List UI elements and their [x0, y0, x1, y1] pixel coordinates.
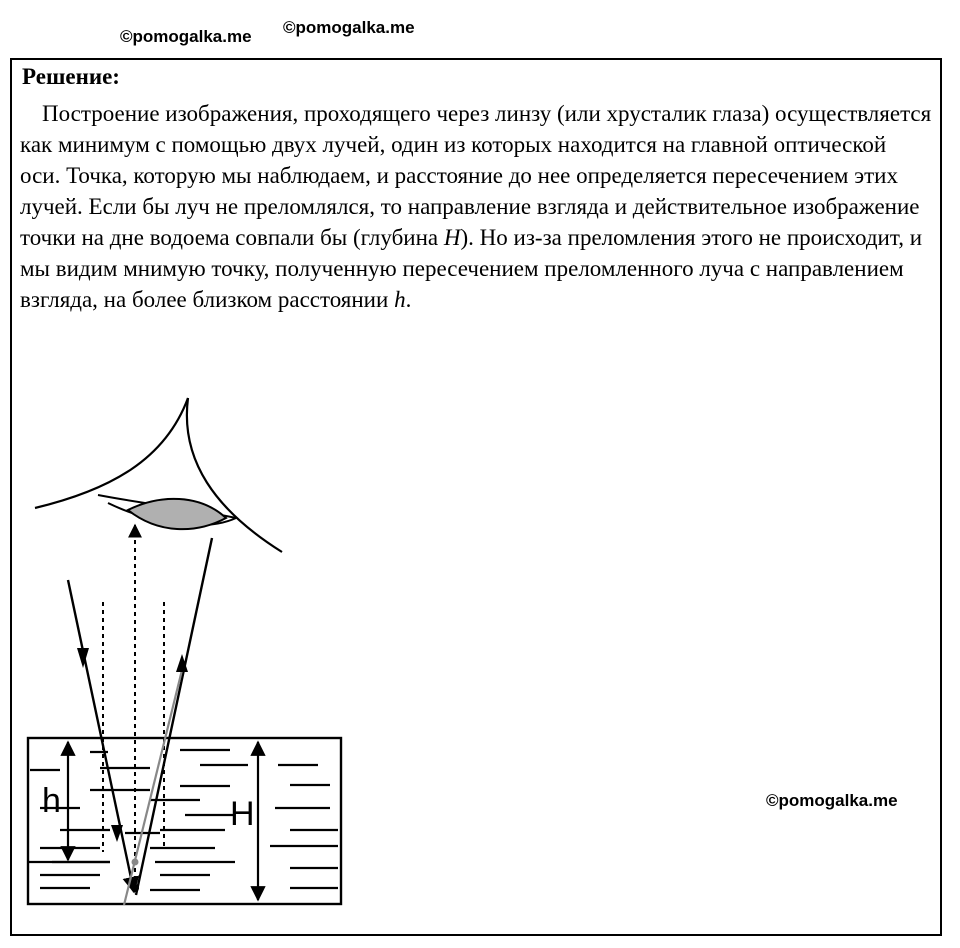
- watermark: ©pomogalka.me: [283, 18, 415, 37]
- solution-heading: Решение:: [22, 64, 120, 89]
- eye-drawing: [35, 398, 282, 552]
- lower-eyelid: [187, 398, 282, 552]
- water-dashes: [28, 750, 338, 890]
- watermark: ©pomogalka.me: [766, 791, 898, 810]
- watermark: ©pomogalka.me: [120, 27, 252, 46]
- text-part-1: Построение изображения, проходящего через линзу (или хрусталик глаза) осуществляется как минимум с помощью двух лучей, один из которых находится на главной оптической оси. Точка, которую мы наблюдаем, и расстояние до нее определяется пересечением этих лучей. Если бы луч не преломлялся, то направление взгляда и действительное изображение точки на дне водоема совпали бы (глубина: [20, 101, 932, 250]
- label-H: H: [230, 795, 255, 833]
- label-h: h: [42, 782, 61, 820]
- incident-ray: [68, 580, 134, 892]
- text-part-3: .: [405, 287, 412, 312]
- water-container: [28, 738, 341, 904]
- variable-H: H: [443, 225, 461, 250]
- light-rays: [68, 538, 212, 905]
- upper-eyelid: [35, 398, 188, 508]
- virtual-image-point: [132, 859, 139, 866]
- real-object-point: [131, 884, 139, 892]
- text-part-2: ). Но из-за преломления этого не происходит, и мы видим мнимую точку, полученную пересечением преломленного луча с направлением взгляда, на более близком расстоянии: [20, 225, 922, 312]
- refracted-ray-gray: [124, 670, 182, 905]
- reflected-ray: [136, 538, 212, 895]
- variable-h: h: [394, 287, 406, 312]
- eye-lens: [128, 499, 226, 529]
